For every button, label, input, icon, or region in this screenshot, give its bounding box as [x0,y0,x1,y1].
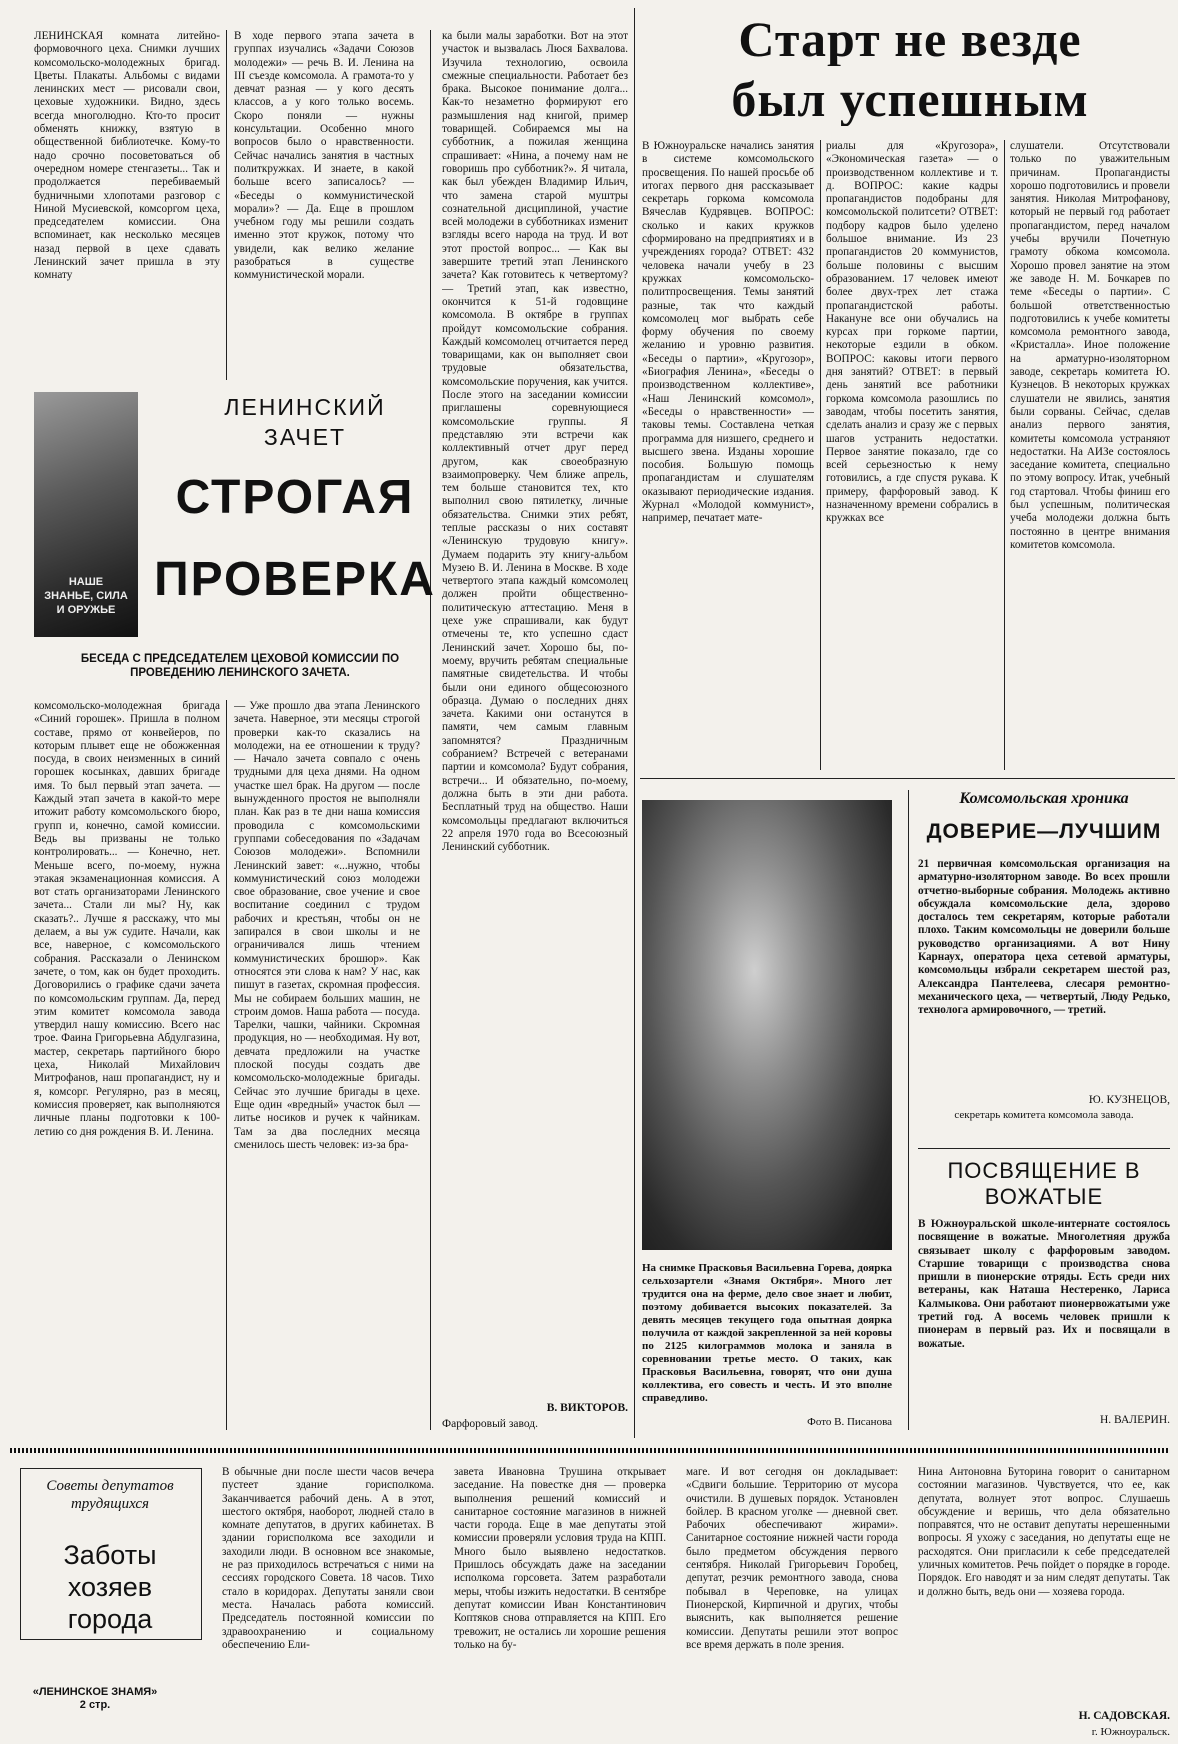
dairymaid-photo [642,800,892,1250]
lenin-intro-column-2: В ходе первого этапа зачета в группах изучались «Задачи Союзов молодежи» — речь В. И. Ленина на III съезде комсомола. А грамота-то у девчат разная — у кого десять классов, а у кого только восемь. Скоро поняли — нужны консультации. Особенно много вопросов было о нравственности. Сейчас начались занятия в частных политкружках. И знаете, в какой больше всего записалось? — «Беседы о коммунистической морали»? — Да. Еще в прошлом учебном году мы решили создать именно этот кружок, потому что увидели, как велико желание разобраться в существе коммунистической морали. [234,30,414,282]
deputies-column-1: В обычные дни после шести часов вечера пустеет здание горисполкома. Заканчивается рабочий день. А в этот, шестого октября, наоборот, людней стало в комнате депутатов, в других кабинетах. В здании горисполкома все заходили и заходили люди. В основном все знакомые, не раз приходилось встречаться с ними на сессиях городского Совета. 18 часов. Тихо стало в коридорах. Депутаты заняли свои места. Началась работа комиссий. Председатель постоянной комиссии по здравоохранению и социальному обеспечению Ели- [222,1466,434,1651]
chronicle-label: Комсомольская хроника [959,790,1129,807]
column-rule [226,30,227,380]
deputies-column-4: Нина Антоновна Буторина говорит о санитарном состоянии магазинов. Чувствуется, что ее, как депутата, волнует этот вопрос. Слушаешь обсуждение и веришь, что дела обязательно поправятся, что не оставит депутаты нерешенными вопросы. Я ухожу с заседания, но депутаты еще не расходятся. Они пригласили к себе председателей уличных комитетов. Речь пойдет о порядке в городе. Порядок. Его наводят и за ним следят депутаты. Так и должно быть, ведь они — хозяева города. [918,1466,1170,1598]
column-rule [1004,140,1005,770]
section-rule [640,778,1175,779]
page-divider [10,1448,1170,1453]
deputies-column-2: завета Ивановна Трушина открывает заседание. На повестке дня — проверка выполнения решений комиссий и санитарное состояние магазинов в нижней части города. Еще в мае депутаты этой комиссии проверяли условия труда на КПП. Много было выявлено недостатков. Пришлось обсуждать даже на заседании исполкома горсовета. Затем разработали меры, чтобы изжить недостатки. В сентябре депутат комиссии Иван Константинович Коптяков снова отправляется на КПП. Его тревожит, не остались ли хорошие решения только на бу- [454,1466,666,1651]
deputies-title: Заботы хозяев города [63,1540,157,1634]
deputies-rubric: Советы депутатов трудящихся [46,1478,174,1512]
vozhatye-body: В Южноуральской школе-интернате состоялось посвящение в вожатые. Многолетняя дружба связывает школу с фарфоровым заводом. Старшие товарищи с производства снова пришли в пионерские отряды. Есть среди них ветераны, как Наташа Нестеренко, Лариса Калмыкова. Они работают пионервожатыми уже третий год. А восемь человек пришли к пионерам в первый раз. Их и посвящали в вожатые. [918,1218,1170,1350]
lenin-place: Фарфоровый завод. [442,1418,538,1430]
deputies-source-ref: «ЛЕНИНСКОЕ ЗНАМЯ» 2 стр. [32,1686,158,1711]
chronicle-author-role: секретарь комитета комсомола завода. [954,1109,1134,1121]
vozhatye-author: Н. ВАЛЕРИН. [1099,1414,1170,1426]
start-column-1: В Южноуральске начались занятия в системе комсомольского просвещения. По нашей просьбе об итогах первого дня рассказывает секретарь горкома комсомола Вячеслав Кудрявцев. ВОПРОС: сколько и каких кружков сформировано на предприятиях и в учреждениях города? ОТВЕТ: 432 человека начали учебу в 23 кружках комсомольско-политпросвещения. Темы занятий разные, так что каждый комсомолец мог выбрать себе форму обучения по своему желанию и уровню развития. «Беседы о партии», «Кругозор», «Биография Ленина», «Беседы о производственном коллективе», «Наш Ленинский комсомол», «Беседы о нравственности» — таковы темы. Составлена четкая программа для низшего, среднего и высшего звена. Изданы хорошие пособия. Большую помощь пропагандистам и слушателям оказывают периодические издания. Журнал «Молодой коммунист», например, печатает мате- [642,140,814,525]
column-rule [226,700,227,1430]
lenin-subtitle: БЕСЕДА С ПРЕДСЕДАТЕЛЕМ ЦЕХОВОЙ КОМИССИИ ПО ПРОВЕДЕНИЮ ЛЕНИНСКОГО ЗАЧЕТА. [80,653,400,679]
deputies-place: г. Южноуральск. [1091,1726,1170,1738]
lenin-title-line-1: СТРОГАЯ [175,471,415,524]
column-rule [634,8,635,1438]
lenin-kicker: ЛЕНИНСКИЙ ЗАЧЕТ [224,394,386,450]
lenin-intro-column-1: ЛЕНИНСКАЯ комната литейно-формовочного цеха. Снимки лучших комсомольско-молодежных бригад. Цветы. Плакаты. Альбомы с видами ленинских мест — рисовали свои, цеховые художники. Видно, здесь всегда многолюдно. Кто-то просит обменять книжку, взятую в общественной библиотечке. Кому-то надо срочно посоветоваться об очередном номере стенгазеты... Так и продолжается перебиваемый будничными хлопотами разговор с Ниной Мусиевской, комсоргом цеха, председателем комиссии. Она вспоминает, как несколько месяцев назад первой в цехе сдавать Ленинский зачет пришла в эту комнату [34,30,220,282]
deputies-column-3: маге. И вот сегодня он докладывает: «Сдвиги большие. Территорию от мусора очистили. В душевых порядок. Установлен бойлер. В красном уголке — дневной свет. Рабочих обеспечивают жирами». Санитарное состояние нижней части города было предметом обсуждения первого сентября. Николай Григорьевич Горобец, депутат, резчик ремонтного завода, снова побывал в Череповке, на улицах Пионерской, Кирпичной и других, чтобы выяснить, как выполняется решение комиссии. Депутаты решили этот вопрос все время держать в поле зрения. [686,1466,898,1651]
photo-caption: На снимке Прасковья Васильевна Горева, доярка сельхозартели «Знамя Октября». Много лет трудится она на ферме, дело свое знает и любит, поэтому добивается высоких показателей. За девять месяцев текущего года опытная доярка получила от каждой закрепленной за ней коровы по 2125 килограммов молока и заняла в соревновании третье место. О таких, как Прасковья Васильевна, говорят, что они душа коллектива, его совесть и честь. И это вполне справедливо. [642,1262,892,1404]
section-rule [918,1148,1170,1149]
lenin-title-line-2: ПРОВЕРКА [154,553,436,606]
deputies-author: Н. САДОВСКАЯ. [1078,1710,1170,1722]
vozhatye-title: ПОСВЯЩЕНИЕ В ВОЖАТЫЕ [947,1158,1141,1209]
deputies-rubric-box [20,1468,202,1640]
lenin-intro-column-3: ка были малы заработки. Вот на этот участок и вызвалась Люся Бахвалова. Изучила технологию, освоила смежные специальности. Работает без брака. Высокое понимание долга... Как-то незаметно формируют его размышления над книгой, пример товарищей. Собираемся мы на субботник, а пожилая женщина спрашивает: «Нина, а почему нам не говоришь про субботник?». Я читала, как был убежден Владимир Ильич, что замена старой муштры сознательной дисциплиной, участие всей молодежи в субботниках изменит взгляды всего народа на труд. И вот этот простой вопрос... — Как вы завершите третий этап Ленинского зачета? Как готовитесь к четвертому? — Третий этап, как известно, окончится к 51-й годовщине комсомола. В октябре в группах пройдут комсомольские собрания. Каждый комсомолец отчитается перед товарищами, как он выполняет свои трудовые обязательства, комсомольские поручения, как учится. После этого на заседании комиссии приглашены соревнующиеся комсомольские группы. Я представляю эти встречи как коллективный отчет друг перед другом, как своеобразную взаимопроверку. Чем ближе апрель, тем больше становится тех, кто выполнил свою пятилетку, личные обязательства. Снимки этих ребят, теплые рассказы о них составят «Ленинскую трудовую книгу». Думаем подарить эту книгу-альбом Музею В. И. Ленина в Москве. В ходе четвертого этапа каждый комсомолец должен пройти общественно-политическую аттестацию. Меня в цехе уже спрашивали, как будут отмечены те, кто успешно сдаст Ленинский зачет. Хорошо бы, по-моему, вручить ребятам специальные памятные свидетельства. И чтобы были они единого общесоюзного образца. Думаю о последних днях зачета. Какими они останутся в памяти, чем самым главным запомнятся? Праздничным собранием? Встречей с ветеранами партии и комсомола? Будут собрания, встречи... И обязательно, по-моему, должна быть в эти дни работа. Бесплатный труд на общество. Наши комсомольцы предлагают включиться 22 апреля 1970 года во Всесоюзный Ленинский субботник. [442,30,628,854]
poster-slogan: НАШЕ ЗНАНЬЕ, СИЛА И ОРУЖЬЕ [44,576,128,616]
chronicle-title: ДОВЕРИЕ—ЛУЧШИМ [926,820,1162,843]
lenin-author: В. ВИКТОРОВ. [546,1402,628,1414]
column-rule [908,790,909,1430]
chronicle-author: Ю. КУЗНЕЦОВ, [1088,1094,1170,1106]
lenin-body-column-2: — Уже прошло два этапа Ленинского зачета. Наверное, эти месяцы строгой проверки как-то сказались на молодежи, на ее отношении к труду? — Начало зачета совпало с очень трудными для цеха днями. На одном участке шел брак. На другом — после вынужденного простоя не выполняли план. Как раз в те дни наша комиссия проводила с комсомольскими группами собеседования по «Задачам Союзов молодежи». Вспомнили Ленинский завет: «...нужно, чтобы коммунистический союз молодежи свое образование, свое учение и свое воспитание соединил с трудом рабочих и крестьян, чтобы он не запирался в свои школы и не ограничивался лишь чтением коммунистических брошюр». Как относятся эти слова к нам? У нас, как пишут в газетах, скромная профессия. Мы не собираем больших машин, не строим домов. Наша работа — посуда. Тарелки, чашки, чайники. Скромная продукция, но — необходимая. Ну вот, девчата предложили на участке плоской посуды создать две комсомольско-молодежные бригады. Сейчас это лучшие бригады в цехе. Еще один «вредный» участок был — литье носиков и ручек к чайникам. Там за два последних месяца сменилось шесть человек: из-за бра- [234,700,420,1151]
start-column-3: слушатели. Отсутствовали только по уважительным причинам. Пропагандисты хорошо подготовились и провели занятия. Николая Митрофанову, который не первый год работает пропагандистом, перед началом учебы вручили Почетную грамоту обкома комсомола. Хорошо провел занятие на этом же заводе Н. М. Бочкарев по теме «Беседы о партии». С большой ответственностью подготовились к учебе комитеты комсомола ремонтного завода, «Кристалла». Иное положение на арматурно-изоляторном заводе, секретарь комитета Ю. Кузнецов. В некоторых кружках слушатели не явились, занятия были сорваны. Сейчас, сделав анализ первого занятия, комитеты комсомола устраняют недостатки. На АИЗе состоялось заседание комитета, специально по этому вопросу. Итак, учебный год стартовал. Чтобы финиш его был успешным, политическая учеба молодежи должна быть постоянно в центре внимания комитетов комсомола. [1010,140,1170,551]
column-rule [430,30,431,1430]
lenin-poster-image [34,392,138,637]
column-rule [820,140,821,770]
chronicle-body: 21 первичная комсомольская организация на арматурно-изоляторном заводе. Во всех прошли отчетно-выборные собрания. Молодежь активно обсуждала комсомольские дела, здорово досталось тем секретарям, которые работали плохо. Таким комсомольцы не доверили больше руководство организациями. А вот Нину Карнаух, оператора цеха сетевой арматуры, комсомольцы избрали секретарем шестой раз, Александра Пантелеева, слесаря ремонтно-механического цеха, — четвертый, Люду Редько, технолога армировочного, — третий. [918,858,1170,1017]
start-column-2: риалы для «Кругозора», «Экономическая газета» — о производственном коллективе и т. д. ВОПРОС: какие кадры пропагандистов подобраны для комсомольской политсети? ОТВЕТ: подбору кадров было уделено большое внимание. Из 23 пропагандистов 20 коммунистов, больше половины с высшим образованием. 17 человек имеют более двух-трех лет стажа пропагандистской работы. Накануне все они обучались на курсах при горкоме партии, некоторые ездили в обком. ВОПРОС: каковы итоги первого дня занятий? ОТВЕТ: в первый день занятий все работники горкома комсомола разошлись по заводам, чтобы посетить занятия, сделать анализ и сразу же с первых шагов устранить недостатки. Первое занятие показало, где со всей серьезностью к нему готовились, а где спустя рукава. К примеру, фарфоровый завод. К назначенному времени собрались в кружках все [826,140,998,525]
start-title-line-2: был успешным [731,72,1089,126]
photo-credit: Фото В. Писанова [807,1416,892,1428]
lenin-body-column-1: комсомольско-молодежная бригада «Синий горошек». Пришла в полном составе, прямо от конвейеров, по которым плывет еще не обожженная посуда, в своих неизменных в синий горошек косынках, давших бригаде имя. То был первый этап зачета. — Каждый этап зачета в какой-то мере итожит работу комсомольского бюро, групп и, конечно, самой комиссии. Ведь вы призваны не только контролировать... — Конечно, нет. Меньше всего, по-моему, нужна этакая экзаменационная комиссия. А вот стать организаторами Ленинского зачета... Стали ли мы? Ну, как сказать?.. Лучше я расскажу, что мы делаем, а вы уж судите. Начали, как все, наверное, с комсомольского собрания. Рассказали о Ленинском зачете, о том, как он будет проходить. Договорились о графике сдачи зачета по комсомольским группам. Да, перед этим комитет комсомола завода утвердил нашу комиссию. Всего нас трое. Фаина Григорьевна Абдулгазина, мастер, секретарь партийного бюро цеха, Николай Михайлович Митрофанов, наш пропагандист, ну и я, комсорг. Регулярно, раз в месяц, комиссия проверяет, как выполняются личные планы подготовки к 100-летию со дня рождения В. И. Ленина. [34,700,220,1138]
start-title-line-1: Старт не везде [738,12,1082,66]
